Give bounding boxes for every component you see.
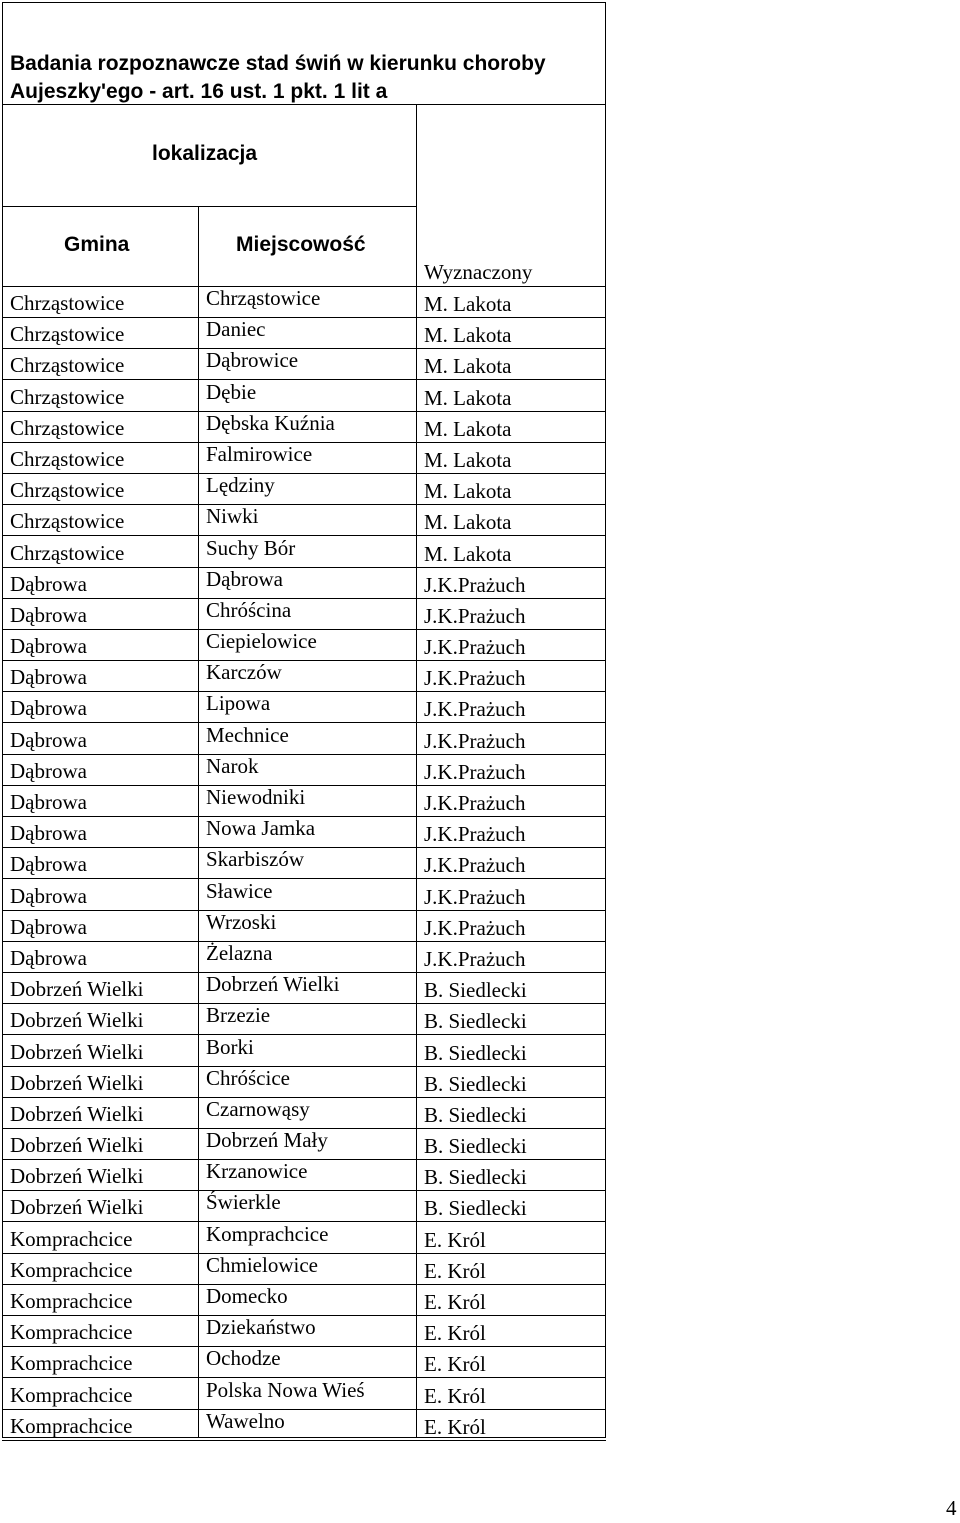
cell-wyznaczony: E. Król	[424, 1227, 486, 1252]
table-row	[0, 1159, 606, 1190]
cell-gmina: Chrząstowice	[10, 322, 125, 347]
cell-wyznaczony: M. Lakota	[424, 447, 512, 472]
cell-wyznaczony: J.K.Prażuch	[424, 884, 526, 909]
table-row	[0, 380, 606, 411]
cell-wyznaczony: M. Lakota	[424, 385, 512, 410]
cell-miejscowosc: Dąbrowice	[206, 348, 299, 373]
table-row	[0, 473, 606, 504]
cell-wyznaczony: M. Lakota	[424, 354, 512, 379]
cell-wyznaczony: E. Król	[424, 1414, 486, 1439]
cell-wyznaczony: M. Lakota	[424, 416, 512, 441]
table-row	[0, 286, 606, 317]
table-row	[0, 691, 606, 722]
cell-miejscowosc: Skarbiszów	[206, 847, 304, 872]
cell-gmina: Komprachcice	[10, 1351, 133, 1376]
cell-gmina: Dobrzeń Wielki	[10, 1101, 144, 1126]
header-gmina: Gmina	[64, 233, 130, 256]
cell-wyznaczony: M. Lakota	[424, 292, 512, 316]
cell-gmina: Dobrzeń Wielki	[10, 1039, 144, 1064]
table-row	[0, 536, 606, 567]
cell-wyznaczony: J.K.Prażuch	[424, 572, 526, 597]
cell-wyznaczony: J.K.Prażuch	[424, 853, 526, 878]
cell-miejscowosc: Ochodze	[206, 1346, 281, 1371]
table-row	[0, 1378, 606, 1409]
cell-miejscowosc: Krzanowice	[206, 1159, 308, 1184]
table-row	[0, 504, 606, 535]
table-row	[0, 1035, 606, 1066]
cell-wyznaczony: B. Siedlecki	[424, 1196, 527, 1221]
cell-gmina: Dąbrowa	[10, 790, 87, 814]
cell-miejscowosc: Falmirowice	[206, 441, 313, 466]
cell-gmina: Chrząstowice	[10, 353, 125, 378]
table-row	[0, 1128, 606, 1159]
header-miejscowosc: Miejscowość	[236, 233, 366, 256]
cell-gmina: Dobrzeń Wielki	[10, 977, 144, 1002]
table-row	[0, 879, 606, 910]
cell-wyznaczony: J.K.Prażuch	[424, 697, 526, 722]
cell-miejscowosc: Suchy Bór	[206, 535, 296, 560]
table-row	[0, 816, 606, 847]
cell-wyznaczony: B. Siedlecki	[424, 1134, 527, 1159]
cell-miejscowosc: Nowa Jamka	[206, 816, 316, 841]
cell-gmina: Chrząstowice	[10, 291, 125, 315]
cell-wyznaczony: J.K.Prażuch	[424, 666, 526, 691]
cell-gmina: Chrząstowice	[10, 540, 125, 565]
cell-wyznaczony: J.K.Prażuch	[424, 822, 526, 847]
cell-gmina: Dąbrowa	[10, 634, 87, 659]
table-row	[0, 1253, 606, 1284]
table-row	[0, 1409, 606, 1440]
cell-wyznaczony: M. Lakota	[424, 510, 512, 535]
header-lokalizacja: lokalizacja	[152, 142, 258, 165]
cell-miejscowosc: Czarnowąsy	[206, 1096, 310, 1121]
cell-miejscowosc: Ciepielowice	[206, 629, 317, 654]
cell-gmina: Chrząstowice	[10, 415, 125, 440]
cell-wyznaczony: E. Król	[424, 1290, 486, 1314]
cell-miejscowosc: Komprachcice	[206, 1221, 329, 1246]
cell-wyznaczony: B. Siedlecki	[424, 978, 527, 1003]
table-row	[0, 723, 606, 754]
table-row	[0, 629, 606, 660]
cell-gmina: Chrząstowice	[10, 509, 125, 534]
cell-gmina: Dąbrowa	[10, 883, 87, 908]
table-row	[0, 567, 606, 598]
cell-miejscowosc: Świerkle	[206, 1190, 281, 1215]
table-row	[0, 785, 606, 816]
cell-gmina: Dobrzeń Wielki	[10, 1008, 144, 1033]
cell-wyznaczony: J.K.Prażuch	[424, 946, 526, 971]
table-body	[0, 286, 606, 1440]
cell-gmina: Komprachcice	[10, 1320, 133, 1345]
cell-wyznaczony: M. Lakota	[424, 479, 512, 504]
table-row	[0, 910, 606, 941]
table-row	[0, 598, 606, 629]
table-row	[0, 847, 606, 878]
document-title: Badania rozpoznawcze stad świń w kierunku choroby Aujeszky'ego - art. 16 ust. 1 pkt. 1 lit a	[10, 52, 546, 103]
table-row	[0, 411, 606, 442]
cell-wyznaczony: J.K.Prażuch	[424, 635, 526, 660]
cell-miejscowosc: Niwki	[206, 504, 259, 529]
table-row	[0, 1284, 606, 1315]
cell-gmina: Komprachcice	[10, 1257, 133, 1282]
cell-miejscowosc: Chróścina	[206, 597, 292, 622]
table-row	[0, 1003, 606, 1034]
cell-miejscowosc: Niewodniki	[206, 785, 306, 809]
cell-miejscowosc: Żelazna	[206, 940, 273, 965]
cell-gmina: Dobrzeń Wielki	[10, 1070, 144, 1095]
cell-gmina: Dąbrowa	[10, 665, 87, 690]
cell-miejscowosc: Mechnice	[206, 722, 289, 747]
divider	[2, 206, 416, 207]
cell-gmina: Dąbrowa	[10, 945, 87, 970]
cell-miejscowosc: Wrzoski	[206, 909, 277, 934]
cell-miejscowosc: Dębska Kuźnia	[206, 410, 335, 435]
cell-gmina: Dąbrowa	[10, 602, 87, 627]
cell-wyznaczony: E. Król	[424, 1352, 486, 1377]
cell-wyznaczony: B. Siedlecki	[424, 1102, 527, 1127]
cell-wyznaczony: B. Siedlecki	[424, 1040, 527, 1065]
cell-miejscowosc: Polska Nowa Wieś	[206, 1377, 365, 1402]
cell-miejscowosc: Narok	[206, 753, 259, 778]
row-divider	[2, 1440, 606, 1441]
cell-wyznaczony: E. Król	[424, 1321, 486, 1346]
table-row	[0, 972, 606, 1003]
cell-gmina: Chrząstowice	[10, 478, 125, 503]
cell-miejscowosc: Lipowa	[206, 691, 271, 716]
cell-wyznaczony: M. Lakota	[424, 541, 512, 566]
cell-gmina: Komprachcice	[10, 1289, 133, 1313]
cell-miejscowosc: Dąbrowa	[206, 566, 283, 591]
cell-miejscowosc: Dębie	[206, 379, 257, 404]
cell-miejscowosc: Dobrzeń Wielki	[206, 972, 340, 997]
cell-gmina: Dąbrowa	[10, 571, 87, 596]
cell-miejscowosc: Dobrzeń Mały	[206, 1128, 328, 1153]
cell-gmina: Komprachcice	[10, 1382, 133, 1407]
cell-gmina: Komprachcice	[10, 1413, 133, 1438]
cell-gmina: Dobrzeń Wielki	[10, 1164, 144, 1189]
cell-gmina: Dobrzeń Wielki	[10, 1133, 144, 1158]
cell-miejscowosc: Chrząstowice	[206, 286, 321, 310]
cell-miejscowosc: Chróścice	[206, 1065, 290, 1090]
cell-miejscowosc: Dziekaństwo	[206, 1315, 316, 1340]
cell-wyznaczony: J.K.Prażuch	[424, 791, 526, 815]
table-row	[0, 1097, 606, 1128]
cell-wyznaczony: M. Lakota	[424, 323, 512, 348]
cell-miejscowosc: Sławice	[206, 878, 273, 903]
cell-wyznaczony: B. Siedlecki	[424, 1009, 527, 1034]
cell-gmina: Dąbrowa	[10, 696, 87, 721]
cell-gmina: Dąbrowa	[10, 852, 87, 877]
table-row	[0, 1315, 606, 1346]
cell-miejscowosc: Daniec	[206, 317, 266, 342]
table-row	[0, 1190, 606, 1221]
table-row	[0, 348, 606, 379]
table-row	[0, 660, 606, 691]
cell-gmina: Chrząstowice	[10, 384, 125, 409]
cell-gmina: Dąbrowa	[10, 821, 87, 846]
cell-gmina: Dąbrowa	[10, 727, 87, 752]
cell-wyznaczony: E. Król	[424, 1383, 486, 1408]
cell-gmina: Chrząstowice	[10, 446, 125, 471]
cell-gmina: Dobrzeń Wielki	[10, 1195, 144, 1220]
table-row	[0, 1222, 606, 1253]
cell-wyznaczony: E. Król	[424, 1258, 486, 1283]
table-row	[0, 754, 606, 785]
header-wyznaczony: Wyznaczony	[424, 260, 533, 284]
cell-gmina: Dąbrowa	[10, 914, 87, 939]
cell-gmina: Dąbrowa	[10, 758, 87, 783]
cell-wyznaczony: B. Siedlecki	[424, 1071, 527, 1096]
table-row	[0, 941, 606, 972]
cell-miejscowosc: Brzezie	[206, 1003, 271, 1028]
cell-miejscowosc: Wawelno	[206, 1408, 285, 1433]
table-row	[0, 317, 606, 348]
cell-wyznaczony: J.K.Prażuch	[424, 603, 526, 628]
cell-wyznaczony: J.K.Prażuch	[424, 728, 526, 753]
cell-wyznaczony: J.K.Prażuch	[424, 915, 526, 940]
table-row	[0, 442, 606, 473]
page-number: 4	[946, 1496, 957, 1520]
cell-miejscowosc: Domecko	[206, 1284, 288, 1308]
cell-miejscowosc: Lędziny	[206, 473, 275, 498]
table-row	[0, 1066, 606, 1097]
cell-wyznaczony: J.K.Prażuch	[424, 759, 526, 784]
cell-miejscowosc: Chmielowice	[206, 1252, 318, 1277]
cell-wyznaczony: B. Siedlecki	[424, 1165, 527, 1190]
cell-miejscowosc: Borki	[206, 1034, 254, 1059]
cell-miejscowosc: Karczów	[206, 660, 282, 685]
cell-gmina: Komprachcice	[10, 1226, 133, 1251]
table-row	[0, 1346, 606, 1377]
